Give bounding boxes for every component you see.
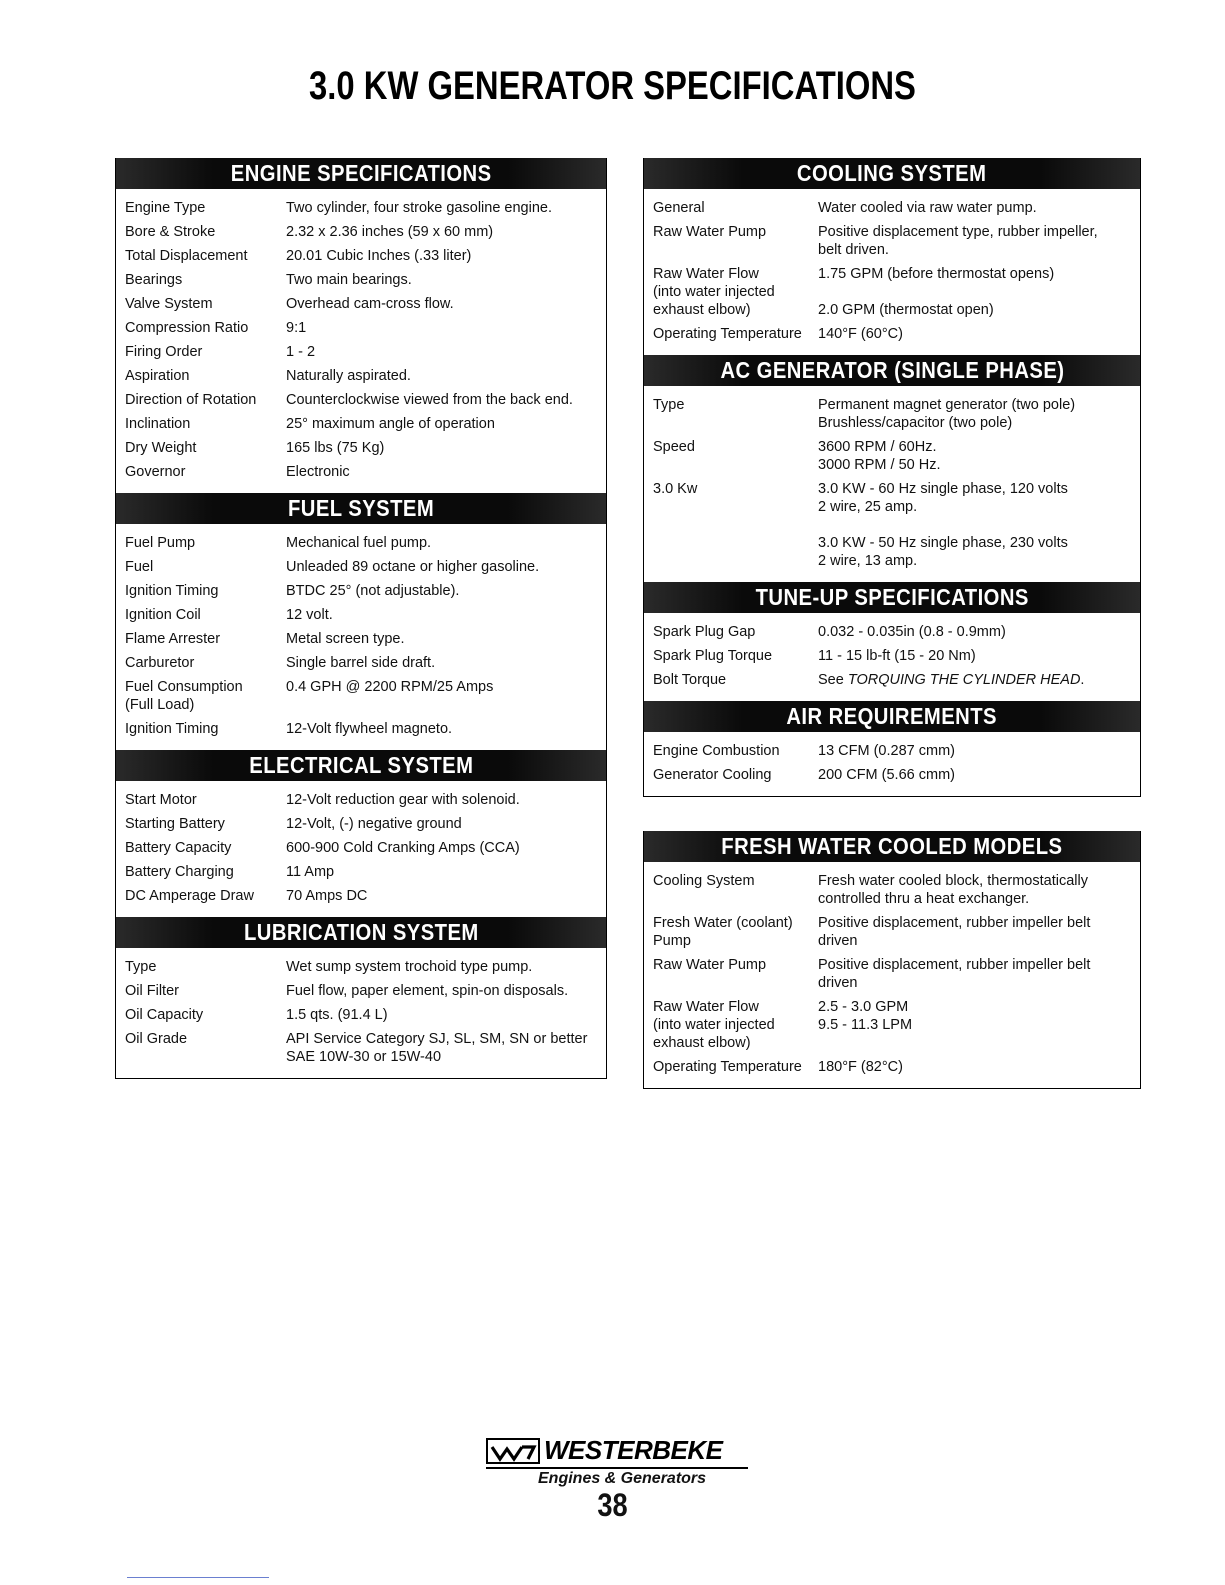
spec-rows [116, 524, 606, 750]
spec-label: Speed [653, 439, 695, 455]
spec-label: Raw Water Pump [653, 957, 767, 973]
spec-value: Positive displacement type, rubber impeller, belt driven. [818, 224, 1098, 258]
section-header-tune-up-specifications [644, 582, 1140, 613]
spec-label: Bearings [125, 272, 183, 288]
spec-value: Counterclockwise viewed from the back end. [286, 392, 573, 408]
spec-value: 3600 RPM / 60Hz. 3000 RPM / 50 Hz. [818, 439, 941, 473]
spec-label: Compression Ratio [125, 320, 249, 336]
spec-row [116, 367, 606, 385]
spec-row [116, 558, 606, 576]
spec-label: Ignition Timing [125, 583, 219, 599]
spec-label: Ignition Timing [125, 721, 219, 737]
section-header-engine-specifications [116, 158, 606, 189]
spec-label: Raw Water Flow (into water injected exhaust elbow) [653, 266, 775, 318]
spec-row [116, 863, 606, 881]
spec-label: Type [653, 397, 685, 413]
spec-label: Bore & Stroke [125, 224, 216, 240]
spec-rows [644, 732, 1140, 796]
section-title: AIR REQUIREMENTS [786, 703, 998, 729]
spec-row [116, 199, 606, 217]
spec-label: Aspiration [125, 368, 190, 384]
spec-value: 12 volt. [286, 607, 333, 623]
spec-row [644, 872, 1140, 908]
spec-label: Governor [125, 464, 186, 480]
section-header-lubrication-system [116, 917, 606, 948]
spec-row [116, 271, 606, 289]
spec-row [116, 319, 606, 337]
spec-row [116, 295, 606, 313]
spec-label: Oil Filter [125, 983, 179, 999]
spec-label: Oil Grade [125, 1031, 188, 1047]
spec-row [116, 582, 606, 600]
spec-value: Positive displacement, rubber impeller belt driven [818, 915, 1091, 949]
spec-row [116, 606, 606, 624]
spec-row [644, 396, 1140, 432]
spec-row [116, 1030, 606, 1066]
spec-row [116, 958, 606, 976]
spec-value: Two main bearings. [286, 272, 412, 288]
section-title: TUNE-UP SPECIFICATIONS [755, 584, 1029, 610]
spec-value: Overhead cam-cross flow. [286, 296, 454, 312]
spec-label: Engine Combustion [653, 743, 780, 759]
spec-row [644, 199, 1140, 217]
spec-row [644, 766, 1140, 784]
spec-row [116, 534, 606, 552]
spec-value: Permanent magnet generator (two pole) Brushless/capacitor (two pole) [818, 397, 1076, 431]
spec-row [644, 647, 1140, 665]
spec-row [644, 671, 1140, 689]
spec-row [116, 343, 606, 361]
section-header-air-requirements [644, 701, 1140, 732]
spec-row [116, 791, 606, 809]
spec-row [644, 223, 1140, 259]
spec-row [644, 956, 1140, 992]
section-header-ac-generator-single-phase [644, 355, 1140, 386]
spec-label: Raw Water Pump [653, 224, 767, 240]
spec-label: Fuel Pump [125, 535, 196, 551]
spec-row [116, 678, 606, 714]
section-title: COOLING SYSTEM [797, 160, 987, 186]
spec-row [116, 720, 606, 738]
logo-tagline: Engines & Generators [538, 1470, 707, 1487]
section-header-fresh-water-cooled-models [644, 831, 1140, 862]
spec-label: General [653, 200, 705, 216]
spec-value: 2.32 x 2.36 inches (59 x 60 mm) [286, 224, 494, 240]
spec-label: Bolt Torque [653, 672, 727, 688]
spec-value: 11 - 15 lb-ft (15 - 20 Nm) [818, 648, 976, 664]
spec-value: 600-900 Cold Cranking Amps (CCA) [286, 840, 520, 856]
spec-value: Mechanical fuel pump. [286, 535, 432, 551]
spec-label: Engine Type [125, 200, 206, 216]
spec-rows [116, 781, 606, 917]
spec-label: Operating Temperature [653, 1059, 802, 1075]
spec-value: 165 lbs (75 Kg) [286, 440, 385, 456]
spec-rows [644, 386, 1140, 582]
spec-row [116, 223, 606, 241]
footer-link-line [127, 1577, 269, 1578]
spec-label: Cooling System [653, 873, 755, 889]
spec-value: 1 - 2 [286, 344, 316, 360]
spec-label: Type [125, 959, 157, 975]
spec-value: 0.032 - 0.035in (0.8 - 0.9mm) [818, 624, 1006, 640]
spec-label: Total Displacement [125, 248, 248, 264]
spec-rows [644, 613, 1140, 701]
spec-label: 3.0 Kw [653, 481, 698, 497]
spec-row [644, 914, 1140, 950]
spec-value: Single barrel side draft. [286, 655, 436, 671]
left-spec-panel [115, 158, 607, 1079]
spec-rows [644, 189, 1140, 355]
spec-value: Unleaded 89 octane or higher gasoline. [286, 559, 540, 575]
spec-value: Electronic [286, 464, 350, 480]
spec-row [116, 815, 606, 833]
spec-row [644, 623, 1140, 641]
section-header-cooling-system [644, 158, 1140, 189]
spec-row [116, 887, 606, 905]
spec-label: Fresh Water (coolant) Pump [653, 915, 793, 949]
spec-value: Positive displacement, rubber impeller belt driven [818, 957, 1091, 991]
spec-label: Flame Arrester [125, 631, 221, 647]
westerbeke-logo [486, 1435, 756, 1488]
spec-value: 1.5 qts. (91.4 L) [286, 1007, 388, 1023]
spec-label: Spark Plug Gap [653, 624, 756, 640]
section-title: FRESH WATER COOLED MODELS [721, 833, 1063, 859]
spec-row [116, 463, 606, 481]
spec-row [644, 742, 1140, 760]
spec-value: 11 Amp [286, 864, 335, 880]
spec-value: 180°F (82°C) [818, 1059, 903, 1075]
section-title: LUBRICATION SYSTEM [243, 919, 479, 945]
spec-value: 200 CFM (5.66 cmm) [818, 767, 955, 783]
spec-row [116, 1006, 606, 1024]
spec-label: Ignition Coil [125, 607, 201, 623]
spec-value: Two cylinder, four stroke gasoline engine. [286, 200, 552, 216]
spec-label: Battery Charging [125, 864, 234, 880]
spec-label: Generator Cooling [653, 767, 772, 783]
spec-row [116, 654, 606, 672]
spec-label: DC Amperage Draw [125, 888, 254, 904]
spec-label: Fuel [125, 559, 154, 575]
spec-value: 3.0 KW - 60 Hz single phase, 120 volts 2 wire, 25 amp. 3.0 KW - 50 Hz single phase, 230 volts 2 wire, 13 amp. [818, 481, 1068, 569]
spec-label: Battery Capacity [125, 840, 232, 856]
spec-row [644, 998, 1140, 1052]
spec-value: 1.75 GPM (before thermostat opens) 2.0 GPM (thermostat open) [818, 266, 1055, 318]
spec-label: Spark Plug Torque [653, 648, 773, 664]
spec-label: Oil Capacity [125, 1007, 204, 1023]
spec-row [116, 415, 606, 433]
logo-wordmark: WESTERBEKE [544, 1435, 723, 1465]
spec-value: See TORQUING THE CYLINDER HEAD. [818, 672, 1085, 688]
spec-value: 9:1 [286, 320, 307, 336]
spec-rows [644, 862, 1140, 1088]
spec-value: 0.4 GPH @ 2200 RPM/25 Amps [286, 679, 494, 695]
spec-label: Inclination [125, 416, 191, 432]
page-number: 38 [597, 1487, 628, 1523]
spec-label: Fuel Consumption (Full Load) [125, 679, 243, 713]
westerbeke-logo-icon [486, 1438, 540, 1464]
left-column [115, 158, 607, 1079]
page-title: 3.0 KW GENERATOR SPECIFICATIONS [309, 64, 916, 108]
spec-row [644, 438, 1140, 474]
spec-row [116, 439, 606, 457]
spec-value: 12-Volt, (-) negative ground [286, 816, 462, 832]
spec-label: Starting Battery [125, 816, 225, 832]
section-title: AC GENERATOR (SINGLE PHASE) [720, 357, 1064, 383]
spec-value: Wet sump system trochoid type pump. [286, 959, 533, 975]
spec-value: 2.5 - 3.0 GPM 9.5 - 11.3 LPM [818, 999, 913, 1033]
spec-value: API Service Category SJ, SL, SM, SN or better SAE 10W-30 or 15W-40 [286, 1031, 588, 1065]
spec-value: BTDC 25° (not adjustable). [286, 583, 460, 599]
spec-label: Direction of Rotation [125, 392, 257, 408]
spec-value: 12-Volt reduction gear with solenoid. [286, 792, 520, 808]
spec-label: Operating Temperature [653, 326, 802, 342]
spec-row [116, 982, 606, 1000]
spec-row [116, 391, 606, 409]
spec-label: Dry Weight [125, 440, 197, 456]
spec-value: Naturally aspirated. [286, 368, 411, 384]
spec-row [116, 247, 606, 265]
spec-row [644, 325, 1140, 343]
spec-label: Carburetor [125, 655, 195, 671]
spec-value: 25° maximum angle of operation [286, 416, 495, 432]
spec-row [116, 630, 606, 648]
fresh-water-panel [643, 831, 1141, 1089]
spec-rows [116, 189, 606, 493]
spec-rows [116, 948, 606, 1078]
spec-value: Water cooled via raw water pump. [818, 200, 1037, 216]
section-title: ELECTRICAL SYSTEM [248, 752, 474, 778]
spec-row [644, 480, 1140, 570]
right-spec-panel [643, 158, 1141, 797]
spec-value: 20.01 Cubic Inches (.33 liter) [286, 248, 472, 264]
spec-row [644, 265, 1140, 319]
section-title: FUEL SYSTEM [287, 495, 435, 521]
spec-value: 140°F (60°C) [818, 326, 903, 342]
spec-value: Metal screen type. [286, 631, 405, 647]
section-header-fuel-system [116, 493, 606, 524]
spec-label: Firing Order [125, 344, 203, 360]
spec-label: Raw Water Flow (into water injected exhaust elbow) [653, 999, 775, 1051]
spec-row [116, 839, 606, 857]
spec-value: Fresh water cooled block, thermostatically controlled thru a heat exchanger. [818, 873, 1088, 907]
spec-value: 12-Volt flywheel magneto. [286, 721, 453, 737]
right-column [643, 158, 1141, 1089]
section-title: ENGINE SPECIFICATIONS [230, 160, 492, 186]
section-header-electrical-system [116, 750, 606, 781]
spec-row [644, 1058, 1140, 1076]
spec-label: Start Motor [125, 792, 197, 808]
spec-label: Valve System [125, 296, 213, 312]
spec-value: Fuel flow, paper element, spin-on disposals. [286, 983, 569, 999]
spec-value: 70 Amps DC [286, 888, 368, 904]
spec-value: 13 CFM (0.287 cmm) [818, 743, 955, 759]
